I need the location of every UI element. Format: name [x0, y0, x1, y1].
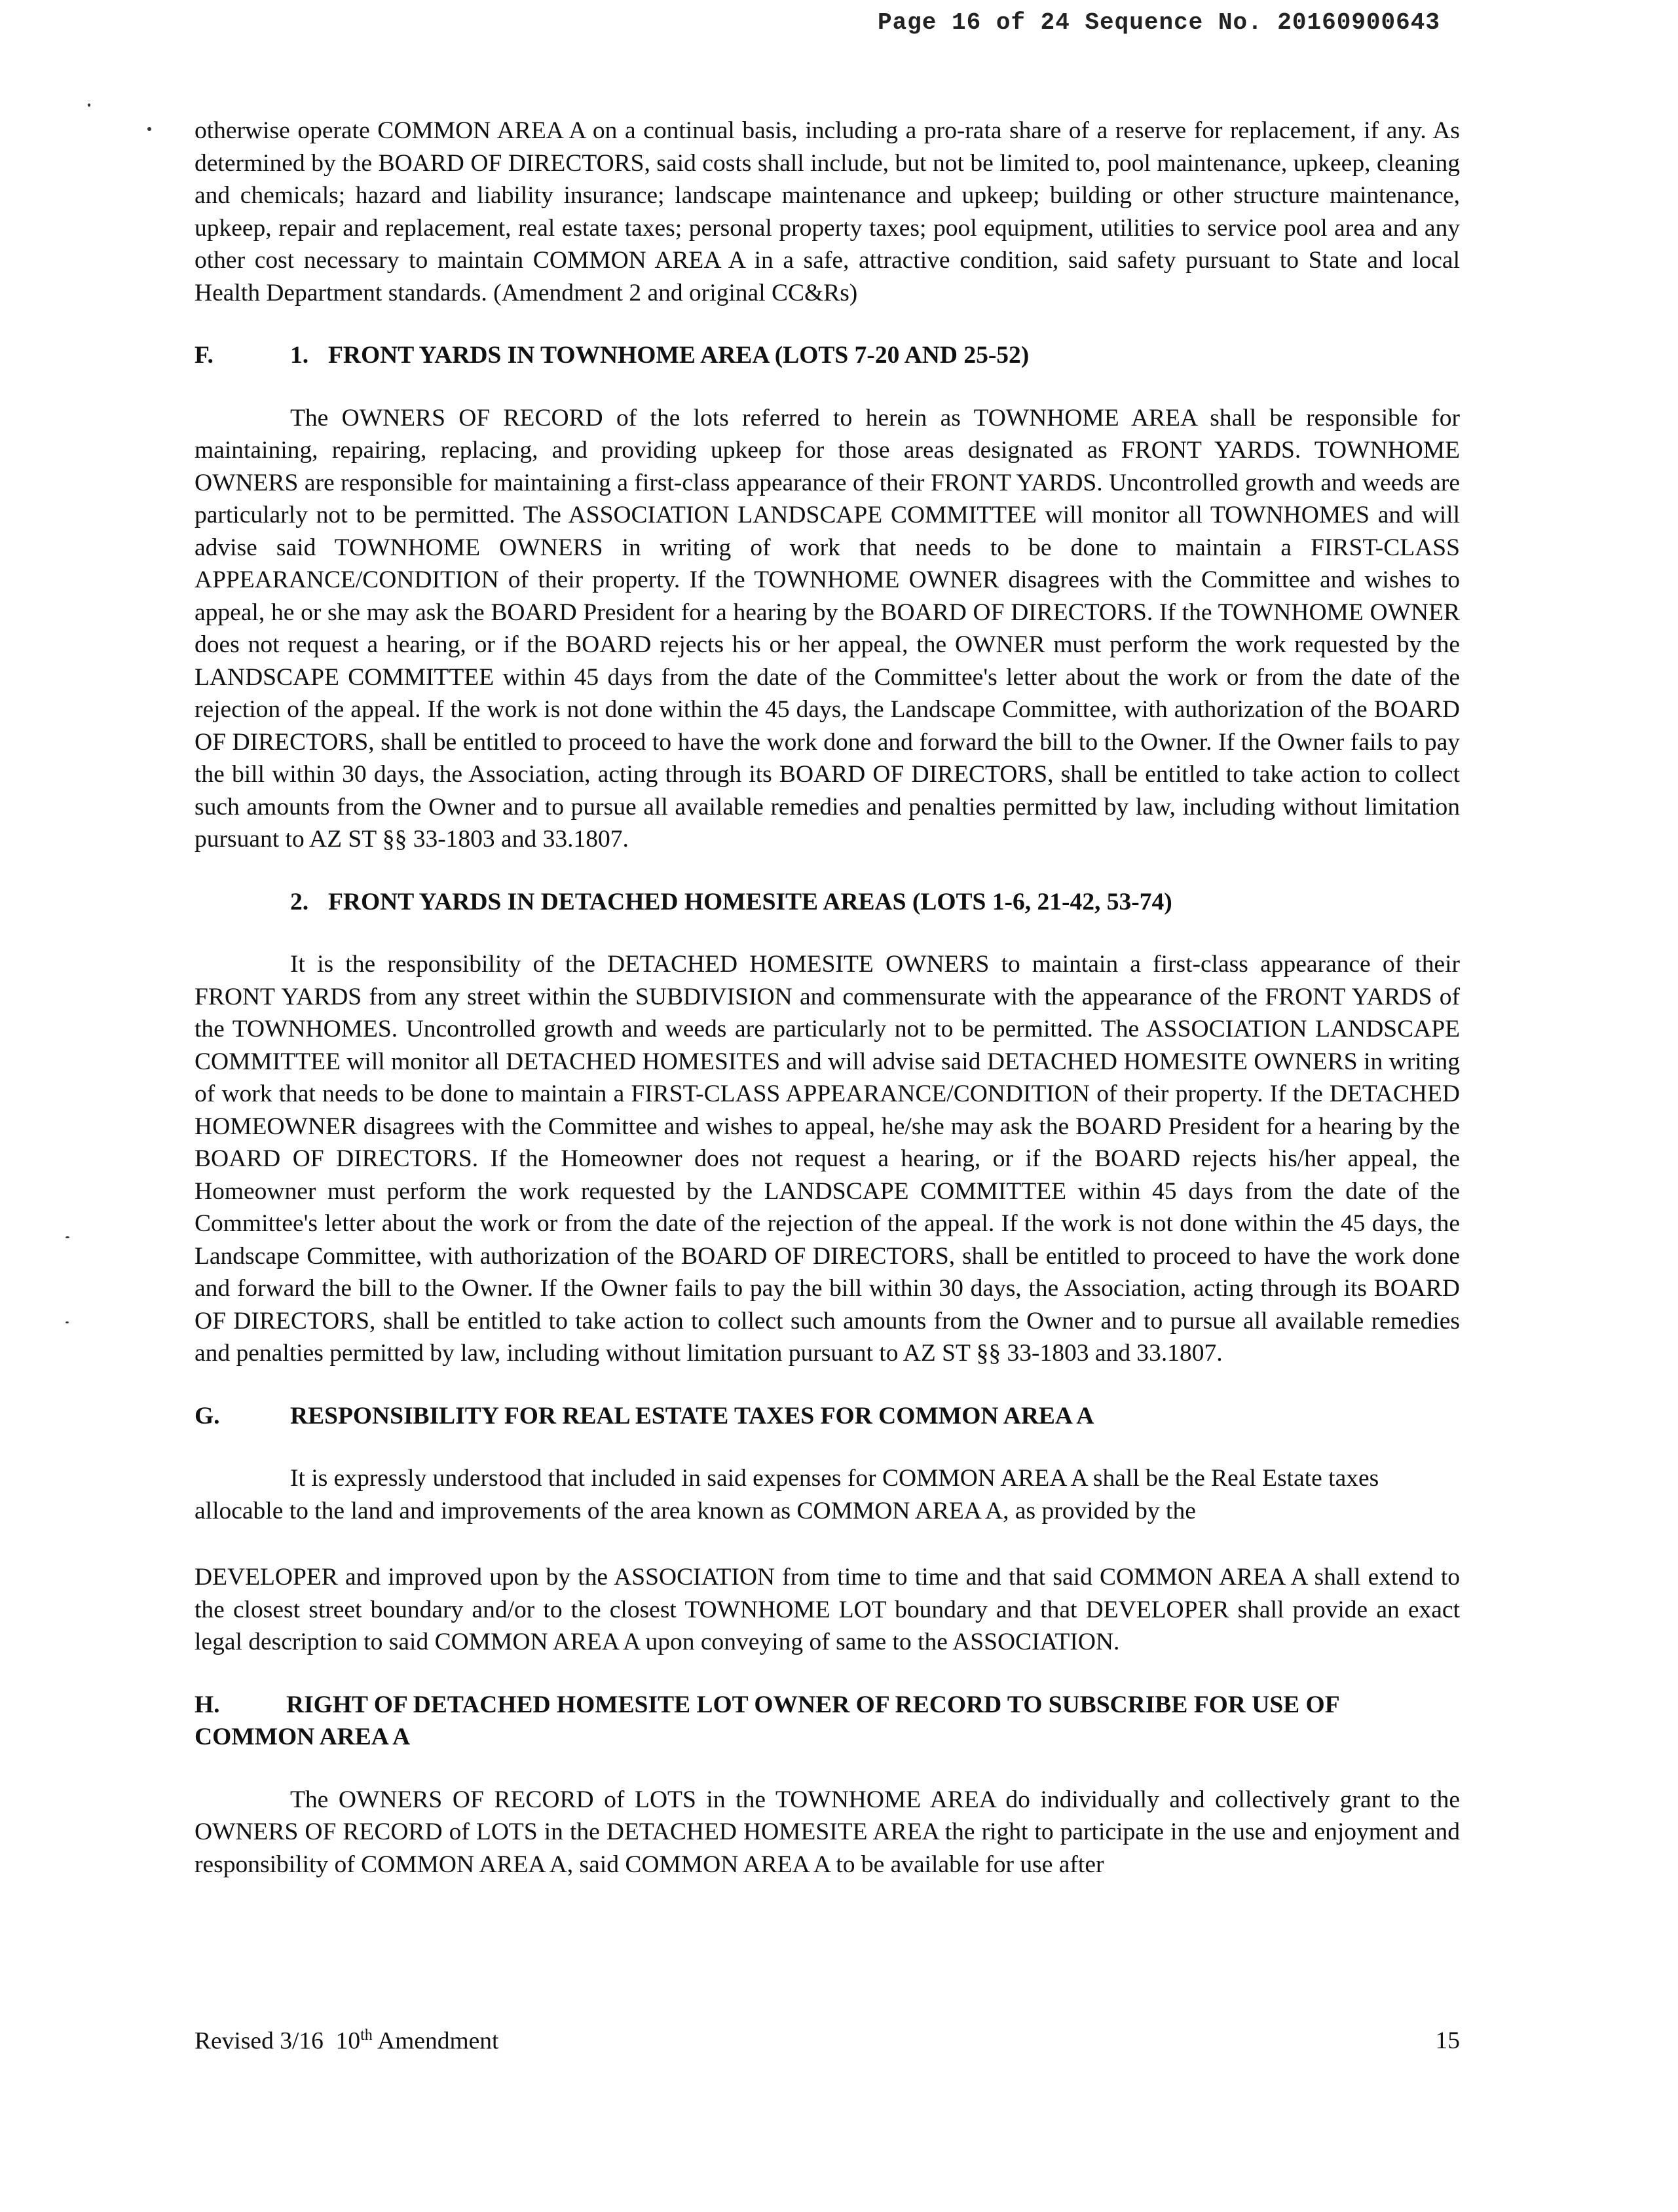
section-f2-body: It is the responsibility of the DETACHED HOMESITE OWNERS to maintain a first-class appearance of their FRONT YARDS from any street within the SUBDIVISION and commensurate with the appearance of the FRONT YARDS of the TOWNHOMES. Uncontrolled growth and weeds are particularly not to be permitted. The ASSOCIATION LANDSCAPE COMMITTEE will monitor all DETACHED HOMESITES and will advise said DETACHED HOMESITE OWNERS in writing of work that needs to be done to maintain a FIRST-CLASS APPEARANCE/CONDITION of their property. If the DETACHED HOMEOWNER disagrees with the Committee and wishes to appeal, he/she may ask the BOARD President for a hearing by the BOARD OF DIRECTORS. If the Homeowner does not request a hearing, or if the BOARD rejects his/her appeal, the Homeowner must perform the work requested by the LANDSCAPE COMMITTEE within 45 days from the date of the Committee's letter about the work or from the date of the rejection of the appeal. If the work is not done within the 45 days, the Landscape Committee, with authorization of the BOARD OF DIRECTORS, shall be entitled to proceed to have the work done and forward the bill to the Owner. If the Owner fails to pay the bill within 30 days, the Association, acting through its BOARD OF DIRECTORS, shall be entitled to take action to collect such amounts from the Owner and to pursue all available remedies and penalties permitted by law, including without limitation pursuant to AZ ST §§ 33-1803 and 33.1807. [195, 951, 1460, 1367]
recording-stamp: Page 16 of 24 Sequence No. 20160900643 [878, 9, 1440, 36]
section-f1-body: The OWNERS OF RECORD of the lots referred to herein as TOWNHOME AREA shall be responsible for maintaining, repairing, replacing, and providing upkeep for those areas designated as FRONT YARDS. TOWNHOME OWNERS are responsible for maintaining a first-class appearance of their FRONT YARDS. Uncontrolled growth and weeds are particularly not to be permitted. The ASSOCIATION LANDSCAPE COMMITTEE will monitor all TOWNHOMES and will advise said TOWNHOME OWNERS in writing of work that needs to be done to maintain a FIRST-CLASS APPEARANCE/CONDITION of their property. If the TOWNHOME OWNER disagrees with the Committee and wishes to appeal, he or she may ask the BOARD President for a hearing by the BOARD OF DIRECTORS. If the TOWNHOME OWNER does not request a hearing, or if the BOARD rejects his or her appeal, the OWNER must perform the work requested by the LANDSCAPE COMMITTEE within 45 days from the date of the Committee's letter about the work or from the date of the rejection of the appeal. If the work is not done within the 45 days, the Landscape Committee, with authorization of the BOARD OF DIRECTORS, shall be entitled to proceed to have the work done and forward the bill to the Owner. If the Owner fails to pay the bill within 30 days, the Association, acting through its BOARD OF DIRECTORS, shall be entitled to take action to collect such amounts from the Owner and to pursue all available remedies and penalties permitted by law, including without limitation pursuant to AZ ST §§ 33-1803 and 33.1807. [195, 404, 1460, 853]
section-f1-number: 1. [290, 342, 309, 369]
section-f1-title: FRONT YARDS IN TOWNHOME AREA (LOTS 7-20 AND 25-52) [328, 342, 1030, 369]
section-f2-number: 2. [290, 888, 309, 915]
section-h-body: The OWNERS OF RECORD of LOTS in the TOWNHOME AREA do individually and collectively grant to the OWNERS OF RECORD of LOTS in the DETACHED HOMESITE AREA the right to participate in the use and enjoyment and responsibility of COMMON AREA A, said COMMON AREA A to be available for use after [195, 1786, 1460, 1878]
page-footer [195, 2027, 1460, 2055]
section-g-title: RESPONSIBILITY FOR REAL ESTATE TAXES FOR COMMON AREA A [290, 1402, 1094, 1429]
section-h-title: RIGHT OF DETACHED HOMESITE LOT OWNER OF RECORD TO SUBSCRIBE FOR USE OF COMMON AREA A [195, 1691, 1339, 1750]
revision-date: Revised 3/16 [195, 2027, 324, 2055]
amendment-number: 10 [335, 2027, 361, 2055]
section-g-body-2: DEVELOPER and improved upon by the ASSOCIATION from time to time and that said COMMON AREA A shall extend to the closest street boundary and/or to the closest TOWNHOME LOT boundary and that DEVELOPER shall provide an exact legal description to said COMMON AREA A upon conveying of same to the ASSOCIATION. [195, 1564, 1460, 1655]
section-g-letter: G. [195, 1402, 220, 1429]
intro-paragraph: otherwise operate COMMON AREA A on a continual basis, including a pro-rata share of a reserve for replacement, if any. As determined by the BOARD OF DIRECTORS, said costs shall include, but not be limited to, pool maintenance, upkeep, cleaning and chemicals; hazard and liability insurance; landscape maintenance and upkeep; building or other structure maintenance, upkeep, repair and replacement, real estate taxes; personal property taxes; pool equipment, utilities to service pool area and any other cost necessary to maintain COMMON AREA A in a safe, attractive condition, said safety pursuant to State and local Health Department standards. (Amendment 2 and original CC&Rs) [195, 117, 1460, 306]
section-f-letter: F. [195, 342, 214, 369]
section-h-letter: H. [195, 1691, 220, 1718]
page-number: 15 [1435, 2027, 1460, 2054]
section-f-heading [195, 339, 1460, 372]
document-page [195, 115, 1460, 1881]
amendment-ordinal-suffix: th [360, 2027, 373, 2044]
amendment-label: Amendment [377, 2027, 499, 2055]
scan-speck [65, 1236, 69, 1238]
section-f2-heading [195, 886, 1460, 919]
scan-speck [147, 127, 151, 131]
scan-speck [88, 103, 90, 107]
revision-note [195, 2027, 498, 2055]
section-f2-title: FRONT YARDS IN DETACHED HOMESITE AREAS (LOTS 1-6, 21-42, 53-74) [328, 888, 1172, 915]
section-h-heading [195, 1689, 1460, 1754]
section-g-heading [195, 1400, 1460, 1433]
section-g-body-1: It is expressly understood that included in said expenses for COMMON AREA A shall be the Real Estate taxes allocable to the land and improvements of the area known as COMMON AREA A, as provided by the [195, 1465, 1379, 1524]
scan-speck [65, 1321, 69, 1323]
